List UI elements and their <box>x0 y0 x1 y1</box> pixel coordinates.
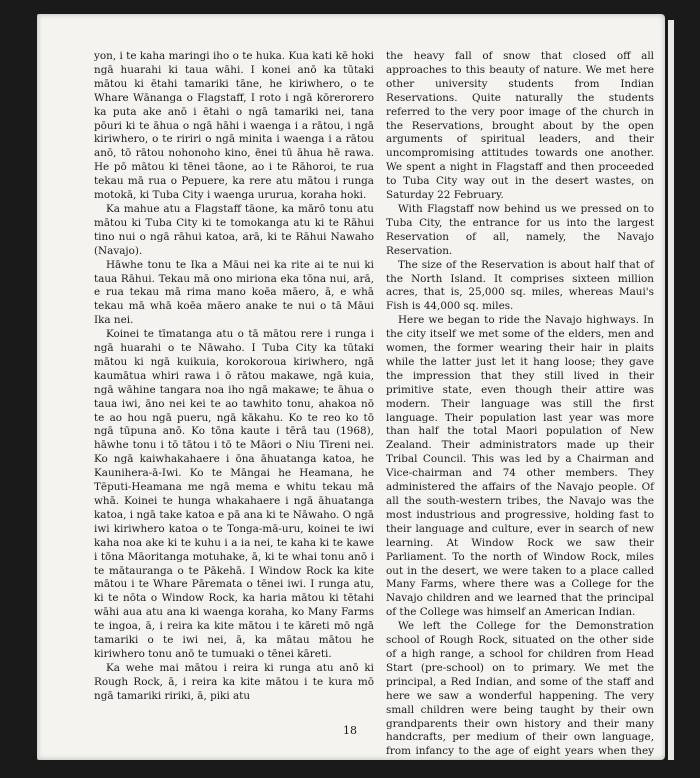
right-paragraph: the heavy fall of snow that closed off all approaches to this beauty of nature. We met here other university students from Indian Reservations. Quite naturally the students referred to the very poor image of the church in the Reservations, brought about by the open arguments of spiritual leaders, and their uncompromising attitudes towards one another. We spent a night in Flagstaff and then proceeded to Tuba City way out in the desert wastes, on Saturday 22 February. <box>386 50 654 202</box>
maori-text-column <box>94 50 374 704</box>
english-text-column <box>386 50 654 773</box>
left-paragraph: Ka wehe mai mātou i reira ki runga atu anō ki Rough Rock, ā, i reira ka kite mātou i te kura mō ngā tamariki ririki, ā, piki atu <box>94 661 374 702</box>
right-paragraph: We left the College for the Demonstration school of Rough Rock, situated on the other side of a high range, a school for children from Head Start (pre-school) on to primary. We met the principal, a Red Indian, and some of the staff and here we saw a wonderful happening. The very small children were being taught by their own grandparents their own history and their many handcrafts, per medium of their own language, from infancy to the age of eight years when they are introduced to the Eng- <box>386 620 654 772</box>
facing-page-edge <box>668 20 674 760</box>
left-paragraph: yon, i te kaha maringi iho o te huka. Kua kati kē hoki ngā huarahi ki taua wāhi. I konei anō ka tūtaki mātou ki ētahi tamariki tāne, he kiriwhero, o te Whare Wānanga o Flagstaff, I roto i ngā kōrerorero ka puta ake anō i ētahi o ngā tamariki nei, tana pōuri ki te āhua o ngā hāhi i waenga i a rātou, i ngā kiriwhero, o te ririri o ngā minita i waenga i a rātou anō, tō rātou nohonoho kino, ēnei tū āhua hē rawa. He pō mātou ki tēnei tāone, ao i te Rāhoroi, te rua tekau mā rua o Pepuere, ka rere atu mātou i runga motokā, ki Tuba City i waenga ururua, koraha hoki. <box>94 50 374 202</box>
left-paragraph: Hāwhe tonu te Ika a Māui nei ka rite ai te nui ki taua Rāhui. Tekau mā ono miriona eka tōna nui, arā, e rua tekau mā rima mano koēa māero, ā, e whā tekau mā whā koēa māero anake te nui o tā Māui Ika nei. <box>94 258 374 327</box>
right-paragraph: Here we began to ride the Navajo highways. In the city itself we met some of the elders, men and women, the former wearing their hair in plaits while the latter just let it hang loose; they gave the impression that they still lived in their primitive state, even though their attire was modern. Their language was still the first language. Their population last year was more than half the total Maori population of New Zealand. Their administrators made up their Tribal Council. This was led by a Chairman and Vice-chairman and 74 other members. They administered the affairs of the Navajo people. Of all the south-western tribes, the Navajo was the most industrious and progressive, holding fast to their language and culture, ever in search of new learning. At Window Rock we saw their Parliament. To the north of Window Rock, miles out in the desert, we were taken to a place called Many Farms, where there was a College for the Navajo children and we learned that the principal of the College was himself an American Indian. <box>386 314 654 619</box>
right-paragraph: The size of the Reservation is about half that of the North Island. It comprises sixteen million acres, that is, 25,000 sq. miles, whereas Maui's Fish is 44,000 sq. miles. <box>386 258 654 313</box>
page-number: 18 <box>343 724 357 737</box>
left-paragraph: Koinei te tīmatanga atu o tā mātou rere i runga i ngā huarahi o te Nāwaho. I Tuba City ka tūtaki mātou ki ngā kuikuia, korokoroua kiriwhero, ngā kaumātua whiri rawa i ō rātou makawe, ngā kuia, ngā wāhine tangara noa iho ngā makawe; te āhua o taua iwi, āno nei kei te ao tawhito tonu, ahakoa nō te ao hou ngā pueru, ngā kākahu. Ko te reo ko tō ngā tūpuna anō. Ko tōna kaute i tērā tau (1968), hāwhe tonu i tō tātou i tō te Māori o Niu Tīreni nei. Ko ngā kaiwhakahaere i ōna āhuatanga katoa, he Kaunihera-ā-Iwi. Ko te Māngai he Heamana, he Tēputi-Heamana me ngā mema e whitu tekau mā whā. Koinei te hunga whakahaere i ngā āhuatanga katoa, i ngā take katoa e pā ana ki te Nāwaho. O ngā iwi kiriwhero katoa o te Tonga-mā-uru, koinei te iwi kaha noa ake ki te kuhu i a ia nei, te kaha ki te kawe i tōna Māoritanga motuhake, ā, ki te whai tonu anō i te mātauranga o te Pākehā. I Window Rock ka kite mātou i te Whare Pāremata o tēnei iwi. I runga atu, ki te nōta o Window Rock, ka haria mātou ki tētahi wāhi aua atu ana ki waenga koraha, ko Many Farms te ingoa, ā, i reira ka kite mātou i te kāreti mō ngā tamariki o te iwi nei, ā, ka mātau mātou he kiriwhero tonu anō te tumuaki o tēnei kāreti. <box>94 328 374 660</box>
left-paragraph: Ka mahue atu a Flagstaff tāone, ka mārō tonu atu mātou ki Tuba City ki te tomokanga atu ki te Rāhui tino nui o ngā rāhui katoa, arā, ki te Rāhui Nawaho (Navajo). <box>94 202 374 257</box>
right-paragraph: With Flagstaff now behind us we pressed on to Tuba City, the entrance for us into the largest Reservation of all, namely, the Navajo Reservation. <box>386 202 654 257</box>
